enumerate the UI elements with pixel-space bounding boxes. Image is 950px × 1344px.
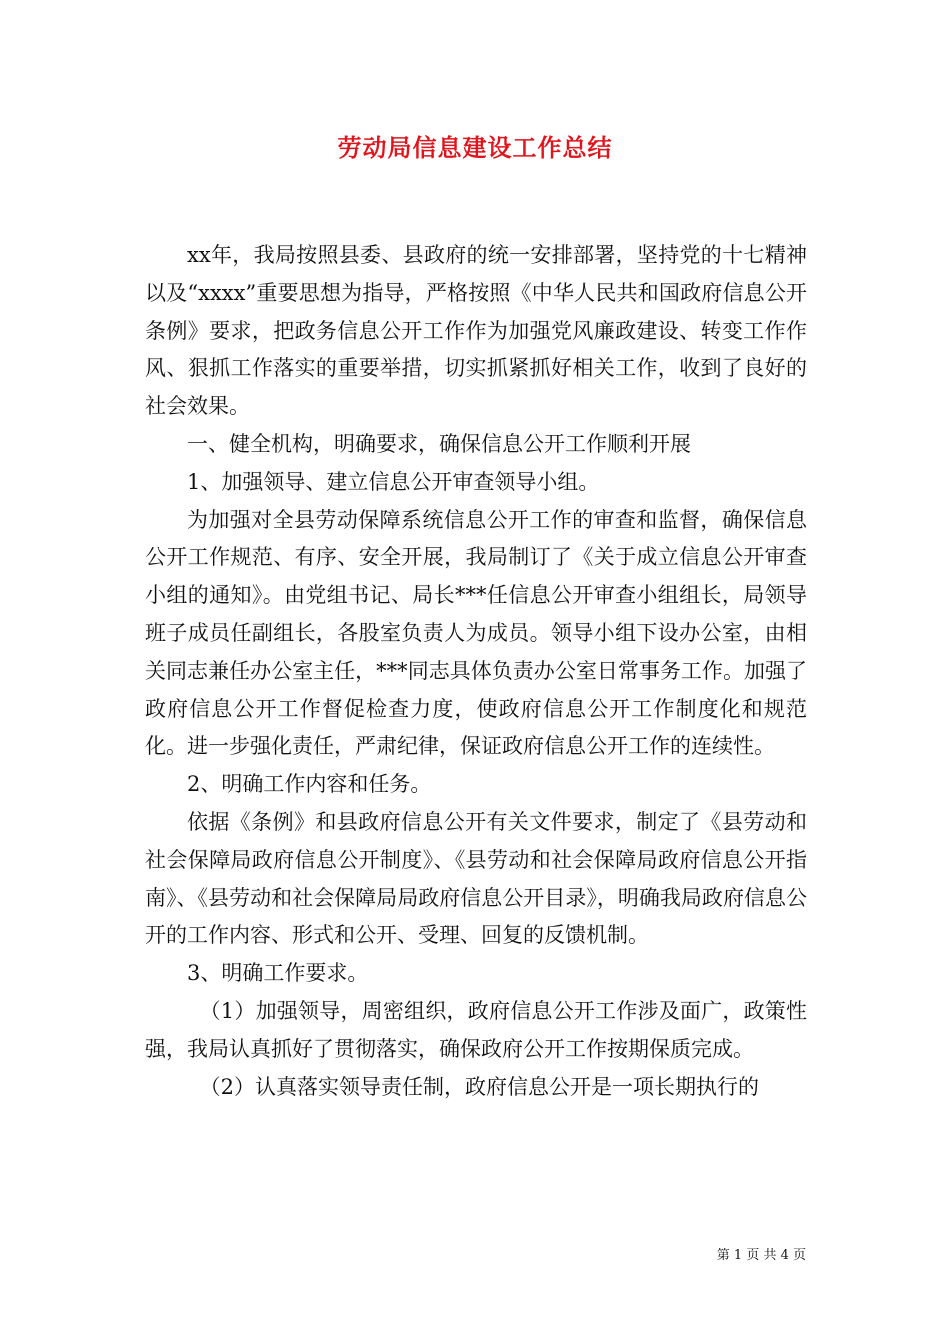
section-heading-1: 一、健全机构，明确要求，确保信息公开工作顺利开展	[187, 431, 691, 456]
paragraph-review-group: 为加强对全县劳动保障系统信息公开工作的审查和监督，确保信息公开工作规范、有序、安全开展，我局制订了《关于成立信息公开审查小组的通知》。由党组书记、局长***任信息公开审查小组组长，局领导班子成员任副组长，各股室负责人为成员。领导小组下设办公室，由相关同志兼任办公室主任，***同志具体负责办公室日常事务工作。加强了政府信息公开工作督促检查力度，使政府信息公开工作制度化和规范化。进一步强化责任，严肃纪律，保证政府信息公开工作的连续性。	[145, 507, 807, 759]
subheading-1: 1、加强领导、建立信息公开审查领导小组。	[187, 469, 600, 494]
paragraph-requirement-2: （2）认真落实领导责任制，政府信息公开是一项长期执行的	[199, 1074, 759, 1099]
page-number-footer: 第 1 页 共 4 页	[716, 1248, 806, 1263]
subheading-3: 3、明确工作要求。	[187, 961, 369, 986]
document-body	[145, 237, 807, 1106]
paragraph-intro: xx年，我局按照县委、县政府的统一安排部署，坚持党的十七精神以及“xxxx”重要思想为指导，严格按照《中华人民共和国政府信息公开条例》要求，把政务信息公开工作作为加强党风廉政建设、转变工作作风、狠抓工作落实的重要举措，切实抓紧抓好相关工作，收到了良好的社会效果。	[145, 243, 807, 419]
paragraph-requirement-1: （1）加强领导，周密组织，政府信息公开工作涉及面广，政策性强，我局认真抓好了贯彻落实，确保政府公开工作按期保质完成。	[145, 998, 807, 1061]
paragraph-work-content: 依据《条例》和县政府信息公开有关文件要求，制定了《县劳动和社会保障局政府信息公开制度》、《县劳动和社会保障局政府信息公开指南》、《县劳动和社会保障局局政府信息公开目录》，明确我局政府信息公开的工作内容、形式和公开、受理、回复的反馈机制。	[145, 809, 807, 948]
subheading-2: 2、明确工作内容和任务。	[187, 772, 432, 797]
document-title: 劳动局信息建设工作总结	[337, 133, 613, 162]
